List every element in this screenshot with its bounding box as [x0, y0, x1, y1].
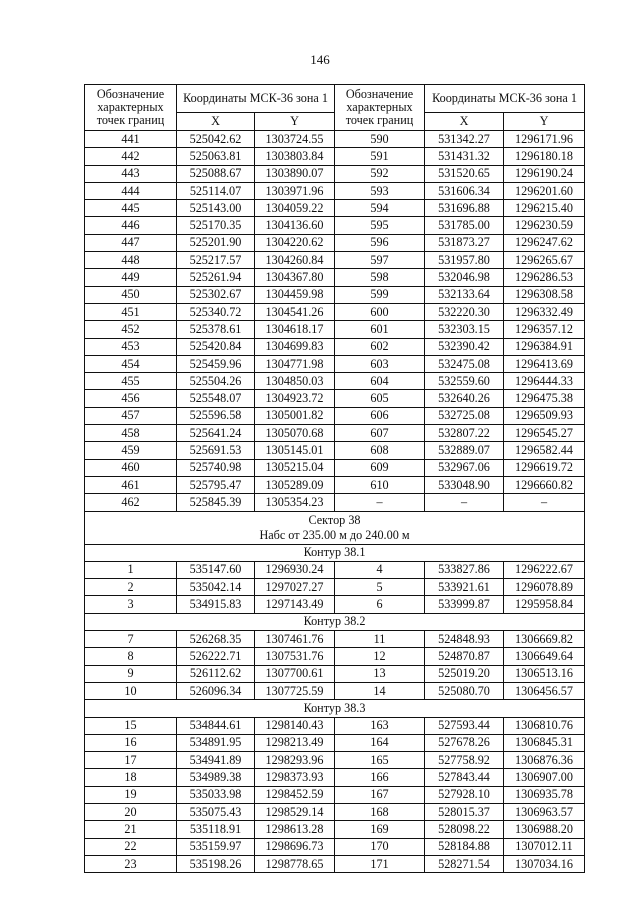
cell-point-id-right: 13: [335, 665, 425, 682]
cell-point-id-right: 591: [335, 148, 425, 165]
cell-point-id-left: 445: [85, 200, 177, 217]
cell-y-right: 1296171.96: [504, 131, 585, 148]
cell-y-left: 1307461.76: [255, 631, 335, 648]
cell-x-left: 535147.60: [177, 561, 255, 578]
cell-x-left: 525596.58: [177, 407, 255, 424]
cell-x-right: 532390.42: [425, 338, 504, 355]
cell-point-id-left: 20: [85, 803, 177, 820]
cell-x-left: 525302.67: [177, 286, 255, 303]
cell-y-left: 1305070.68: [255, 425, 335, 442]
cell-point-id-right: 167: [335, 786, 425, 803]
cell-point-id-right: 165: [335, 752, 425, 769]
contour-title-row: [85, 544, 585, 561]
cell-point-id-right: 597: [335, 252, 425, 269]
cell-x-right: –: [425, 494, 504, 511]
cell-point-id-right: 4: [335, 561, 425, 578]
cell-y-right: 1306669.82: [504, 631, 585, 648]
table-row: [85, 596, 585, 613]
cell-x-left: 525504.26: [177, 373, 255, 390]
cell-x-right: 528271.54: [425, 855, 504, 872]
cell-point-id-right: 607: [335, 425, 425, 442]
cell-point-id-left: 444: [85, 182, 177, 199]
cell-point-id-right: 169: [335, 821, 425, 838]
cell-y-right: 1306907.00: [504, 769, 585, 786]
table-row: [85, 579, 585, 596]
cell-point-id-right: 596: [335, 234, 425, 251]
point-label-header-right: Обозначение характерных точек границ: [335, 85, 425, 131]
cell-y-right: 1307034.16: [504, 855, 585, 872]
cell-x-right: 533827.86: [425, 561, 504, 578]
cell-point-id-left: 450: [85, 286, 177, 303]
cell-point-id-left: 21: [85, 821, 177, 838]
cell-point-id-left: 9: [85, 665, 177, 682]
contour-title: [85, 613, 585, 630]
cell-y-left: 1298373.93: [255, 769, 335, 786]
contour-title-row: [85, 700, 585, 717]
cell-x-left: 535075.43: [177, 803, 255, 820]
table-row: [85, 838, 585, 855]
cell-x-left: 525261.94: [177, 269, 255, 286]
cell-point-id-left: 453: [85, 338, 177, 355]
cell-y-right: 1296384.91: [504, 338, 585, 355]
cell-point-id-left: 457: [85, 407, 177, 424]
table-row: [85, 217, 585, 234]
cell-y-left: 1307531.76: [255, 648, 335, 665]
cell-x-left: 534941.89: [177, 752, 255, 769]
cell-y-right: 1296582.44: [504, 442, 585, 459]
cell-x-left: 525042.62: [177, 131, 255, 148]
cell-point-id-right: 168: [335, 803, 425, 820]
cell-y-left: 1307725.59: [255, 682, 335, 699]
cell-y-right: 1296332.49: [504, 303, 585, 320]
cell-point-id-left: 459: [85, 442, 177, 459]
cell-y-left: 1296930.24: [255, 561, 335, 578]
cell-y-left: 1304367.80: [255, 269, 335, 286]
cell-y-left: 1298529.14: [255, 803, 335, 820]
cell-x-left: 526268.35: [177, 631, 255, 648]
cell-x-left: 526112.62: [177, 665, 255, 682]
contour-title: [85, 544, 585, 561]
x-header-right: X: [425, 113, 504, 131]
table-row: [85, 373, 585, 390]
cell-x-right: 532220.30: [425, 303, 504, 320]
cell-x-right: 531342.27: [425, 131, 504, 148]
table-row: [85, 786, 585, 803]
table-row: [85, 338, 585, 355]
cell-point-id-right: 594: [335, 200, 425, 217]
cell-y-right: 1306513.16: [504, 665, 585, 682]
contour-title-row: [85, 613, 585, 630]
cell-y-right: 1296190.24: [504, 165, 585, 182]
cell-point-id-right: 604: [335, 373, 425, 390]
table-row: [85, 665, 585, 682]
table-row: [85, 734, 585, 751]
cell-point-id-right: 601: [335, 321, 425, 338]
cell-x-right: 525019.20: [425, 665, 504, 682]
cell-point-id-left: 17: [85, 752, 177, 769]
cell-point-id-right: 5: [335, 579, 425, 596]
coords-label-header-left: Координаты МСК-36 зона 1: [177, 85, 335, 113]
cell-y-left: 1297027.27: [255, 579, 335, 596]
cell-x-right: 525080.70: [425, 682, 504, 699]
cell-point-id-right: 164: [335, 734, 425, 751]
cell-y-right: 1296475.38: [504, 390, 585, 407]
cell-y-left: 1304850.03: [255, 373, 335, 390]
cell-x-left: 534915.83: [177, 596, 255, 613]
cell-point-id-left: 3: [85, 596, 177, 613]
table-row: [85, 390, 585, 407]
cell-point-id-left: 448: [85, 252, 177, 269]
cell-y-left: 1298613.28: [255, 821, 335, 838]
table-row: [85, 269, 585, 286]
cell-x-right: 531785.00: [425, 217, 504, 234]
cell-y-left: 1304136.60: [255, 217, 335, 234]
cell-y-right: 1306456.57: [504, 682, 585, 699]
cell-y-right: 1306845.31: [504, 734, 585, 751]
cell-x-right: 532725.08: [425, 407, 504, 424]
cell-point-id-right: 170: [335, 838, 425, 855]
cell-x-left: 525420.84: [177, 338, 255, 355]
table-row: [85, 355, 585, 372]
cell-x-right: 533048.90: [425, 476, 504, 493]
cell-point-id-right: 605: [335, 390, 425, 407]
table-row: [85, 631, 585, 648]
contour-title-line-1: Контур 38.1: [303, 545, 366, 560]
cell-y-right: –: [504, 494, 585, 511]
cell-y-left: 1304618.17: [255, 321, 335, 338]
cell-y-left: 1304699.83: [255, 338, 335, 355]
cell-point-id-right: 163: [335, 717, 425, 734]
table-row: [85, 407, 585, 424]
cell-point-id-right: 598: [335, 269, 425, 286]
table-row: [85, 425, 585, 442]
cell-x-right: 532967.06: [425, 459, 504, 476]
table-row: [85, 286, 585, 303]
cell-x-left: 525641.24: [177, 425, 255, 442]
cell-point-id-right: 166: [335, 769, 425, 786]
cell-x-right: 532133.64: [425, 286, 504, 303]
table-header: [85, 85, 585, 131]
cell-x-left: 525114.07: [177, 182, 255, 199]
table-row: [85, 855, 585, 872]
cell-point-id-left: 447: [85, 234, 177, 251]
cell-x-right: 532889.07: [425, 442, 504, 459]
cell-y-left: 1298778.65: [255, 855, 335, 872]
cell-y-right: 1296286.53: [504, 269, 585, 286]
cell-point-id-left: 461: [85, 476, 177, 493]
cell-point-id-left: 23: [85, 855, 177, 872]
cell-y-right: 1296230.59: [504, 217, 585, 234]
cell-x-left: 525691.53: [177, 442, 255, 459]
cell-point-id-left: 18: [85, 769, 177, 786]
cell-y-right: 1296247.62: [504, 234, 585, 251]
cell-x-left: 526096.34: [177, 682, 255, 699]
cell-y-right: 1296308.58: [504, 286, 585, 303]
cell-x-left: 525217.57: [177, 252, 255, 269]
cell-y-left: 1303971.96: [255, 182, 335, 199]
cell-y-left: 1304923.72: [255, 390, 335, 407]
cell-point-id-right: 590: [335, 131, 425, 148]
table-row: [85, 648, 585, 665]
cell-y-right: 1306963.57: [504, 803, 585, 820]
sector-heading-row: [85, 511, 585, 544]
cell-x-right: 531431.32: [425, 148, 504, 165]
cell-point-id-right: 602: [335, 338, 425, 355]
cell-point-id-left: 449: [85, 269, 177, 286]
cell-x-right: 532807.22: [425, 425, 504, 442]
cell-y-left: 1304771.98: [255, 355, 335, 372]
cell-x-left: 526222.71: [177, 648, 255, 665]
cell-point-id-left: 454: [85, 355, 177, 372]
cell-x-right: 532475.08: [425, 355, 504, 372]
cell-point-id-left: 22: [85, 838, 177, 855]
cell-x-right: 527843.44: [425, 769, 504, 786]
table-row: [85, 717, 585, 734]
table-row: [85, 561, 585, 578]
cell-y-left: 1298452.59: [255, 786, 335, 803]
cell-point-id-left: 443: [85, 165, 177, 182]
cell-x-right: 531873.27: [425, 234, 504, 251]
cell-y-right: 1296413.69: [504, 355, 585, 372]
cell-y-left: 1304220.62: [255, 234, 335, 251]
table-row: [85, 165, 585, 182]
y-header-left: Y: [255, 113, 335, 131]
cell-y-left: 1305354.23: [255, 494, 335, 511]
table-row: [85, 252, 585, 269]
cell-point-id-right: 14: [335, 682, 425, 699]
table-row: [85, 234, 585, 251]
sector-heading-line-2: Набс от 235.00 м до 240.00 м: [259, 527, 410, 542]
cell-point-id-left: 452: [85, 321, 177, 338]
table-row: [85, 459, 585, 476]
cell-point-id-right: 592: [335, 165, 425, 182]
cell-point-id-left: 15: [85, 717, 177, 734]
cell-point-id-left: 1: [85, 561, 177, 578]
cell-y-right: 1296201.60: [504, 182, 585, 199]
cell-x-right: 531520.65: [425, 165, 504, 182]
cell-x-right: 532640.26: [425, 390, 504, 407]
cell-point-id-left: 446: [85, 217, 177, 234]
cell-y-right: 1306935.78: [504, 786, 585, 803]
table-row: [85, 803, 585, 820]
cell-point-id-right: 603: [335, 355, 425, 372]
cell-y-right: 1296078.89: [504, 579, 585, 596]
cell-x-left: 535042.14: [177, 579, 255, 596]
cell-y-left: 1304459.98: [255, 286, 335, 303]
cell-y-right: 1296357.12: [504, 321, 585, 338]
cell-point-id-left: 455: [85, 373, 177, 390]
cell-y-right: 1307012.11: [504, 838, 585, 855]
cell-y-left: 1305215.04: [255, 459, 335, 476]
table-row: [85, 148, 585, 165]
point-label-header-left: Обозначение характерных точек границ: [85, 85, 177, 131]
cell-x-left: 534989.38: [177, 769, 255, 786]
cell-x-right: 527928.10: [425, 786, 504, 803]
cell-point-id-left: 456: [85, 390, 177, 407]
table-row: [85, 442, 585, 459]
cell-point-id-left: 19: [85, 786, 177, 803]
cell-y-left: 1305001.82: [255, 407, 335, 424]
cell-point-id-right: 608: [335, 442, 425, 459]
cell-y-left: 1297143.49: [255, 596, 335, 613]
table-row: [85, 321, 585, 338]
table-row: [85, 769, 585, 786]
contour-title-line-1: Контур 38.2: [303, 614, 366, 629]
cell-x-left: 535198.26: [177, 855, 255, 872]
cell-x-right: 527678.26: [425, 734, 504, 751]
cell-x-left: 535033.98: [177, 786, 255, 803]
cell-y-left: 1305289.09: [255, 476, 335, 493]
x-header-left: X: [177, 113, 255, 131]
cell-y-left: 1298140.43: [255, 717, 335, 734]
cell-x-right: 533921.61: [425, 579, 504, 596]
coords-label-header-right: Координаты МСК-36 зона 1: [425, 85, 585, 113]
cell-x-right: 531696.88: [425, 200, 504, 217]
cell-y-left: 1305145.01: [255, 442, 335, 459]
y-header-right: Y: [504, 113, 585, 131]
cell-x-left: 535159.97: [177, 838, 255, 855]
cell-x-right: 524870.87: [425, 648, 504, 665]
cell-x-right: 533999.87: [425, 596, 504, 613]
cell-y-right: 1306810.76: [504, 717, 585, 734]
cell-y-right: 1306988.20: [504, 821, 585, 838]
cell-x-left: 525170.35: [177, 217, 255, 234]
contour-title-line-1: Контур 38.3: [303, 700, 366, 715]
table-body: [85, 131, 585, 873]
cell-x-left: 534891.95: [177, 734, 255, 751]
cell-point-id-left: 442: [85, 148, 177, 165]
sector-heading: [85, 511, 585, 544]
cell-point-id-left: 10: [85, 682, 177, 699]
cell-x-left: 525201.90: [177, 234, 255, 251]
cell-y-left: 1304059.22: [255, 200, 335, 217]
cell-x-left: 525143.00: [177, 200, 255, 217]
cell-y-left: 1303890.07: [255, 165, 335, 182]
cell-point-id-left: 2: [85, 579, 177, 596]
cell-x-right: 528184.88: [425, 838, 504, 855]
cell-point-id-right: 12: [335, 648, 425, 665]
cell-y-right: 1295958.84: [504, 596, 585, 613]
sector-heading-line-1: Сектор 38: [308, 512, 361, 527]
cell-y-left: 1307700.61: [255, 665, 335, 682]
cell-y-right: 1296509.93: [504, 407, 585, 424]
cell-y-right: 1296215.40: [504, 200, 585, 217]
cell-x-left: 525063.81: [177, 148, 255, 165]
cell-y-right: 1296222.67: [504, 561, 585, 578]
table-row: [85, 182, 585, 199]
cell-point-id-left: 458: [85, 425, 177, 442]
cell-point-id-right: 606: [335, 407, 425, 424]
cell-x-right: 532046.98: [425, 269, 504, 286]
cell-y-right: 1296265.67: [504, 252, 585, 269]
table-row: [85, 303, 585, 320]
cell-point-id-left: 451: [85, 303, 177, 320]
cell-x-left: 525459.96: [177, 355, 255, 372]
cell-point-id-left: 16: [85, 734, 177, 751]
cell-y-left: 1303803.84: [255, 148, 335, 165]
cell-y-left: 1303724.55: [255, 131, 335, 148]
cell-x-right: 527593.44: [425, 717, 504, 734]
cell-y-left: 1304541.26: [255, 303, 335, 320]
table-row: [85, 200, 585, 217]
cell-y-left: 1304260.84: [255, 252, 335, 269]
cell-point-id-right: 599: [335, 286, 425, 303]
cell-x-left: 525340.72: [177, 303, 255, 320]
cell-y-right: 1296545.27: [504, 425, 585, 442]
cell-point-id-right: 609: [335, 459, 425, 476]
table-row: [85, 752, 585, 769]
cell-point-id-right: 11: [335, 631, 425, 648]
cell-x-right: 524848.93: [425, 631, 504, 648]
cell-x-left: 525740.98: [177, 459, 255, 476]
cell-point-id-right: 171: [335, 855, 425, 872]
cell-x-left: 525378.61: [177, 321, 255, 338]
cell-point-id-right: 610: [335, 476, 425, 493]
cell-x-right: 528015.37: [425, 803, 504, 820]
cell-y-right: 1296660.82: [504, 476, 585, 493]
cell-point-id-left: 441: [85, 131, 177, 148]
cell-point-id-left: 460: [85, 459, 177, 476]
cell-x-right: 532559.60: [425, 373, 504, 390]
cell-y-left: 1298696.73: [255, 838, 335, 855]
cell-y-right: 1296444.33: [504, 373, 585, 390]
cell-x-left: 535118.91: [177, 821, 255, 838]
cell-point-id-left: 7: [85, 631, 177, 648]
cell-y-right: 1296180.18: [504, 148, 585, 165]
table-row: [85, 476, 585, 493]
cell-x-right: 532303.15: [425, 321, 504, 338]
cell-y-right: 1296619.72: [504, 459, 585, 476]
cell-y-left: 1298213.49: [255, 734, 335, 751]
cell-point-id-right: 600: [335, 303, 425, 320]
cell-point-id-right: 595: [335, 217, 425, 234]
cell-x-left: 525088.67: [177, 165, 255, 182]
cell-point-id-left: 462: [85, 494, 177, 511]
cell-point-id-left: 8: [85, 648, 177, 665]
cell-y-right: 1306649.64: [504, 648, 585, 665]
cell-x-left: 525795.47: [177, 476, 255, 493]
cell-y-left: 1298293.96: [255, 752, 335, 769]
cell-y-right: 1306876.36: [504, 752, 585, 769]
cell-point-id-right: 593: [335, 182, 425, 199]
contour-title: [85, 700, 585, 717]
cell-x-right: 527758.92: [425, 752, 504, 769]
cell-x-right: 531606.34: [425, 182, 504, 199]
coordinates-table: [84, 84, 585, 873]
cell-x-right: 528098.22: [425, 821, 504, 838]
table-row: [85, 682, 585, 699]
table-row: [85, 494, 585, 511]
table-row: [85, 131, 585, 148]
page-number: 146: [310, 52, 330, 67]
cell-x-left: 534844.61: [177, 717, 255, 734]
cell-x-left: 525845.39: [177, 494, 255, 511]
table-row: [85, 821, 585, 838]
cell-point-id-right: –: [335, 494, 425, 511]
cell-point-id-right: 6: [335, 596, 425, 613]
cell-x-left: 525548.07: [177, 390, 255, 407]
cell-x-right: 531957.80: [425, 252, 504, 269]
